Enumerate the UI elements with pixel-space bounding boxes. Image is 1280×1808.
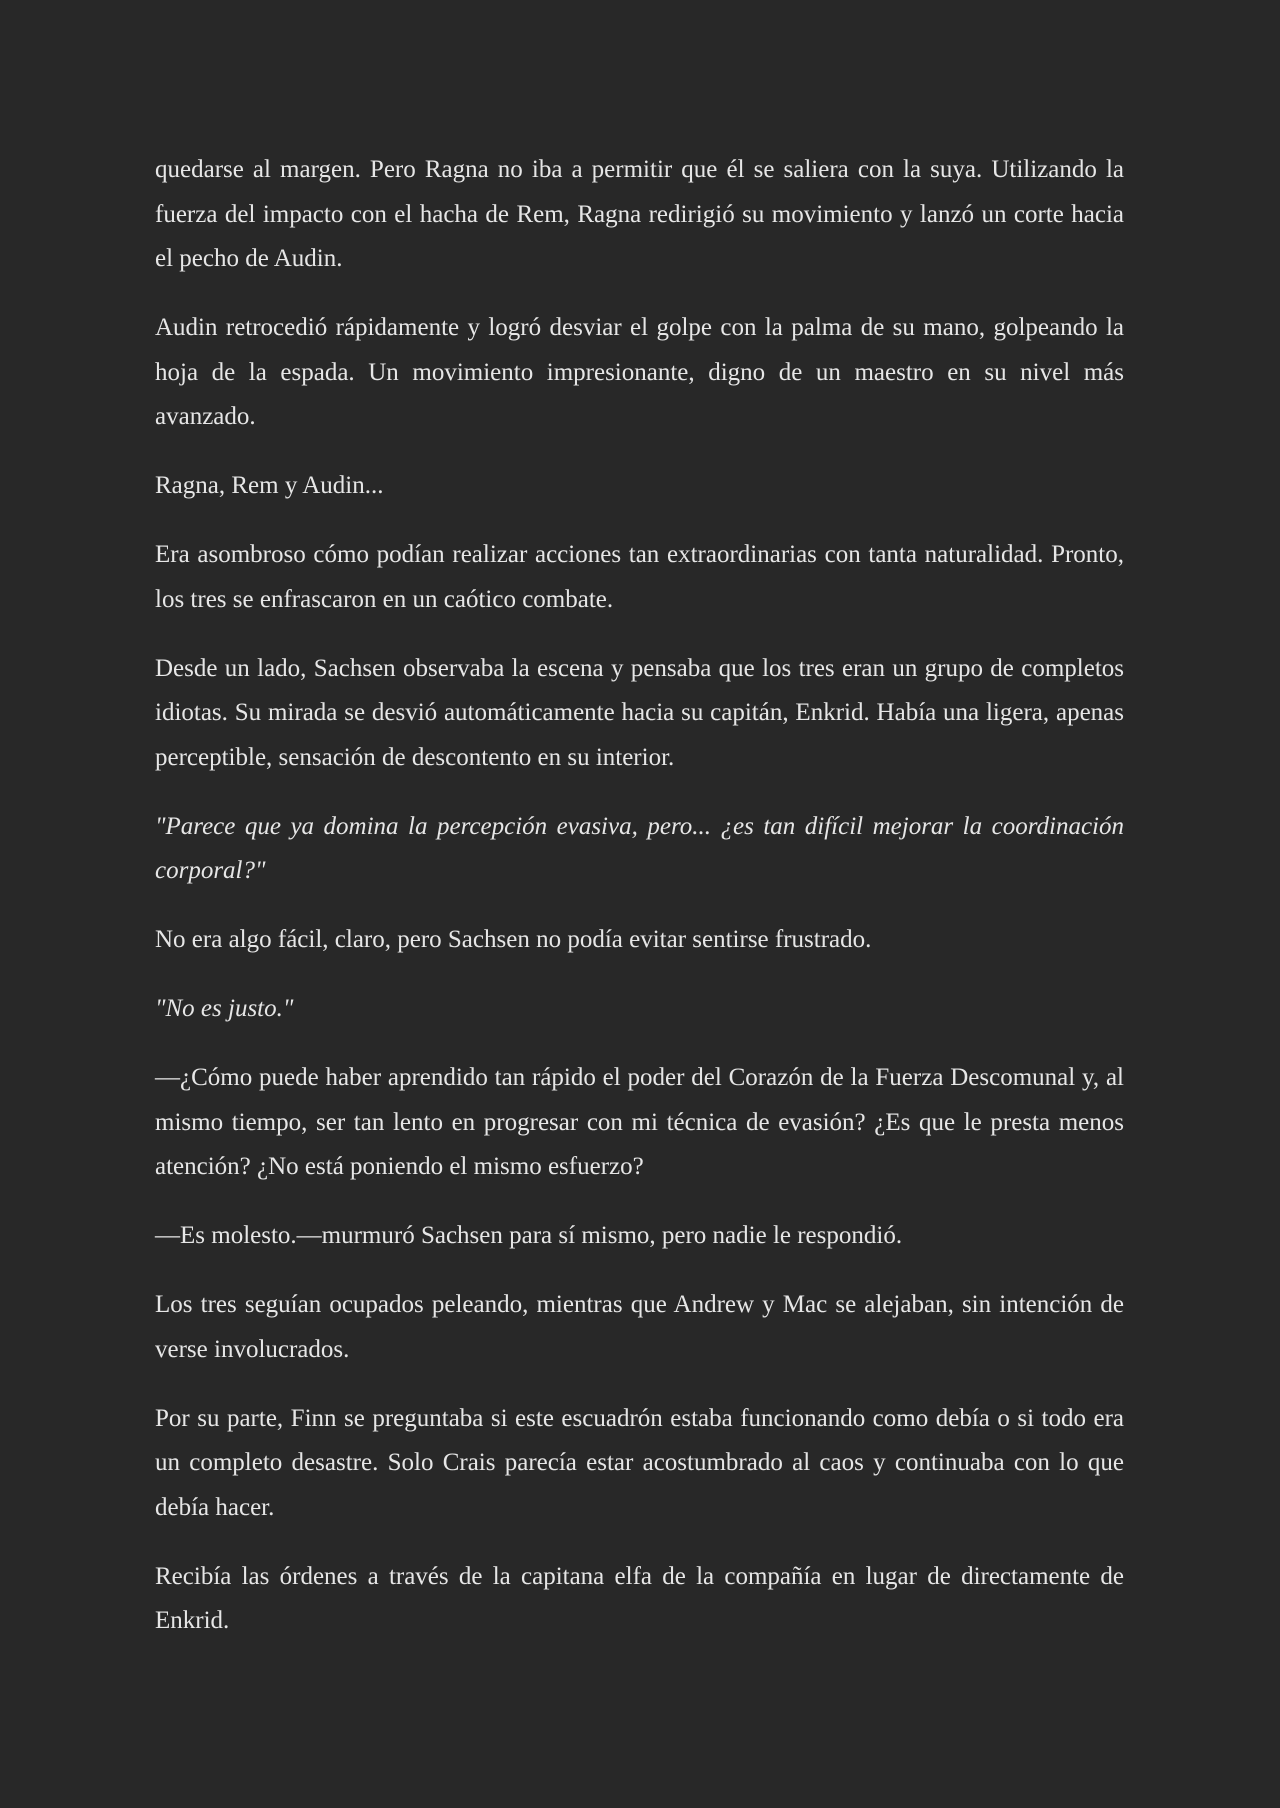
chapter-text [155,148,1124,1644]
story-paragraph: Desde un lado, Sachsen observaba la escena y pensaba que los tres eran un grupo de completos idiotas. Su mirada se desvió automáticamente hacia su capitán, Enkrid. Había una ligera, apenas perceptible, sensación de descontento en su interior. [155,654,1124,771]
story-paragraph: —Es molesto.—murmuró Sachsen para sí mismo, pero nadie le respondió. [155,1222,903,1249]
story-paragraph: Recibía las órdenes a través de la capitana elfa de la compañía en lugar de directamente de Enkrid. [155,1562,1124,1634]
story-paragraph: Era asombroso cómo podían realizar acciones tan extraordinarias con tanta naturalidad. Pronto, los tres se enfrascaron en un caótico combate. [155,541,1124,613]
story-paragraph: Por su parte, Finn se preguntaba si este escuadrón estaba funcionando como debía o si todo era un completo desastre. Solo Crais parecía estar acostumbrado al caos y continuaba con lo que debía hacer. [155,1404,1124,1521]
thought-paragraph: "No es justo." [155,995,294,1022]
story-paragraph: —¿Cómo puede haber aprendido tan rápido el poder del Corazón de la Fuerza Descomunal y, al mismo tiempo, ser tan lento en progresar con mi técnica de evasión? ¿Es que le presta menos atención? ¿No está poniendo el mismo esfuerzo? [155,1064,1124,1180]
thought-paragraph: "Parece que ya domina la percepción evasiva, pero... ¿es tan difícil mejorar la coordinación corporal?" [155,812,1124,884]
story-paragraph: Audin retrocedió rápidamente y logró desviar el golpe con la palma de su mano, golpeando la hoja de la espada. Un movimiento impresionante, digno de un maestro en su nivel más avanzado. [155,314,1124,430]
story-paragraph: Ragna, Rem y Audin... [155,472,384,499]
story-paragraph: quedarse al margen. Pero Ragna no iba a permitir que él se saliera con la suya. Utilizando la fuerza del impacto con el hacha de Rem, Ragna redirigió su movimiento y lanzó un corte hacia el pecho de Audin. [155,156,1124,272]
story-paragraph: Los tres seguían ocupados peleando, mientras que Andrew y Mac se alejaban, sin intención de verse involucrados. [155,1291,1124,1363]
story-paragraph: No era algo fácil, claro, pero Sachsen no podía evitar sentirse frustrado. [155,926,872,953]
